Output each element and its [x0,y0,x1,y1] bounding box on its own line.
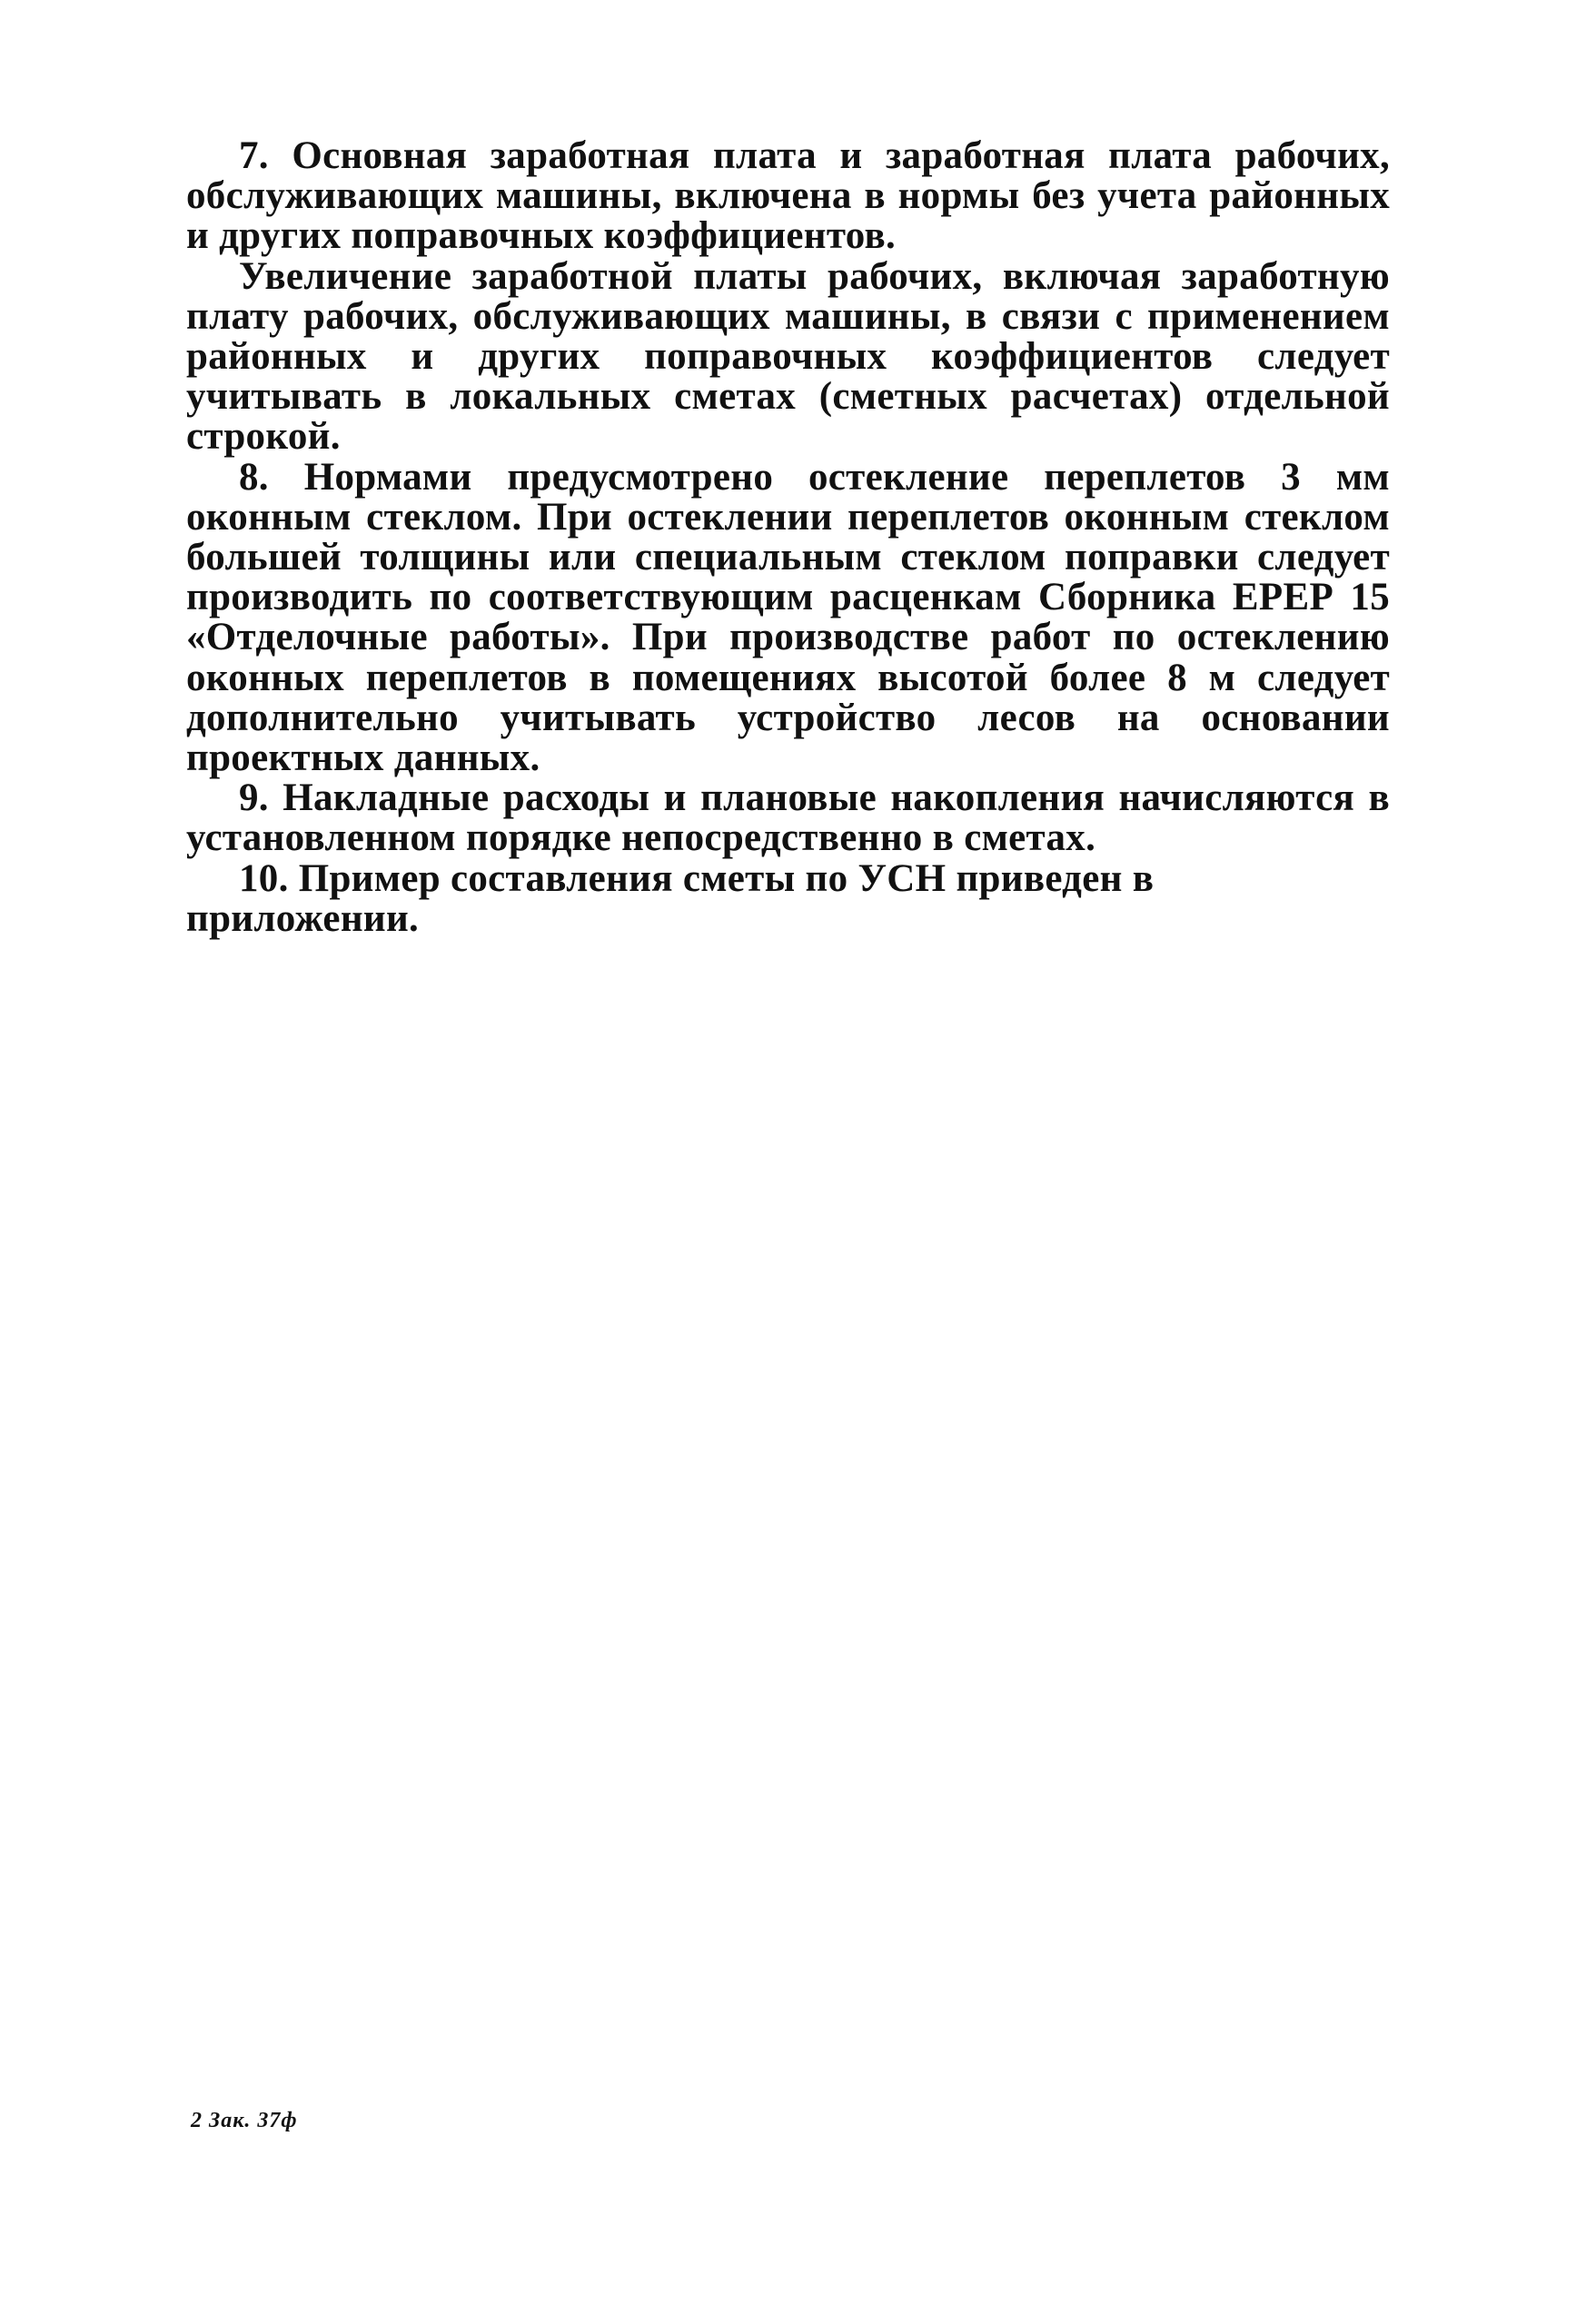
paragraph-7: 7. Основная заработная плата и заработная плата рабочих, обслуживающих машины, включена в нормы без учета районных и других поправочных коэффициентов. [186,134,1390,258]
paragraph-10: 10. Пример составления сметы по УСН приведен в приложении. [186,856,1155,940]
print-order-mark: 2 Зак. 37ф [191,2109,298,2132]
paragraph-9: 9. Накладные расходы и плановые накопления начисляются в установленном порядке непосредственно в сметах. [186,776,1390,860]
paragraph-7-continued: Увеличение заработной платы рабочих, включая заработную плату рабочих, обслуживающих машины, в связи с применением районных и других поправочных коэффициентов следует учитывать в локальных сметах (сметных расчетах) отдельной строкой. [186,254,1390,459]
paragraph-8: 8. Нормами предусмотрено остекление переплетов 3 мм оконным стеклом. При остеклении переплетов оконным стеклом большей толщины или специальным стеклом поправки следует производить по соответствующим расценкам Сборника ЕРЕР 15 «Отделочные работы». При производстве работ по остеклению оконных переплетов в помещениях высотой более 8 м следует дополнительно учитывать устройство лесов на основании проектных данных. [186,455,1390,780]
body-text [186,136,1390,939]
